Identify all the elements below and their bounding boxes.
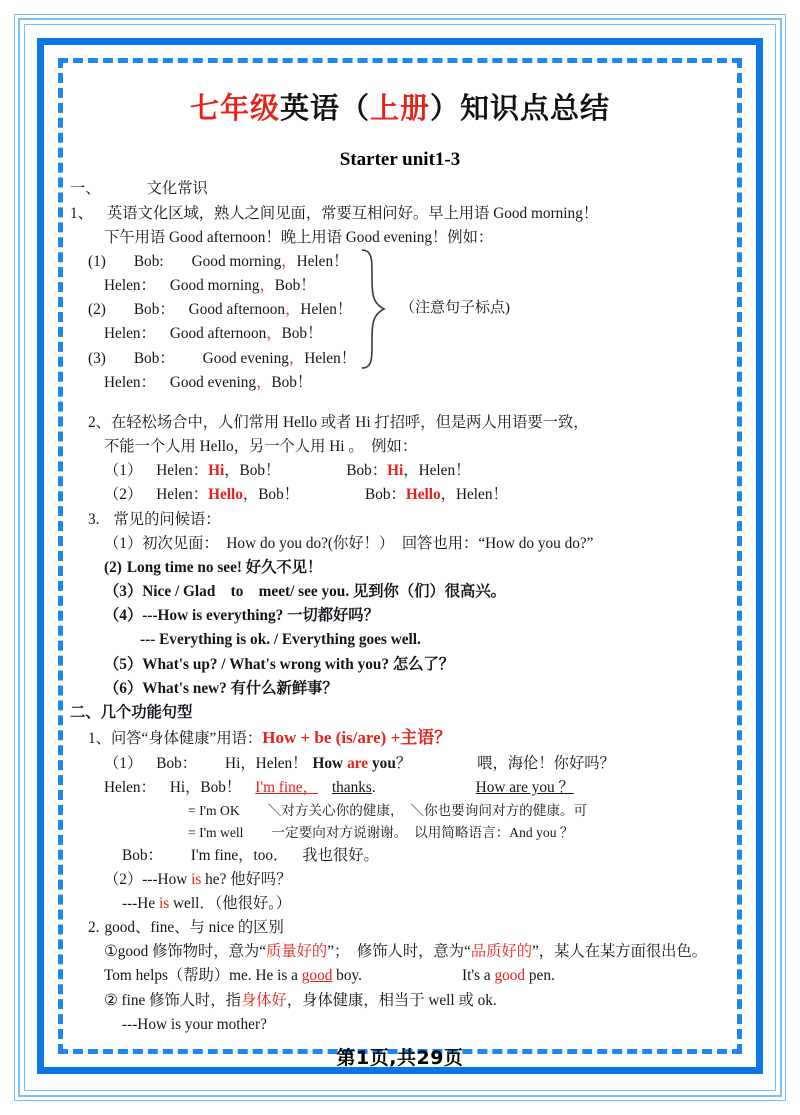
dialog-3-a <box>70 347 730 371</box>
dialog-1-a <box>70 250 730 274</box>
greeting-5-num: （5） <box>104 655 143 673</box>
greeting-3-num: （3） <box>104 583 143 601</box>
hairline-right-1 <box>785 14 786 1101</box>
section1-heading-num: 一、 <box>70 180 101 198</box>
brace-note: （注意句子标点) <box>400 299 510 316</box>
s2i2-l3-a: ② fine 修饰人时，指 <box>104 991 241 1009</box>
s2i2-l1-red1: 质量好的 <box>266 943 328 961</box>
s2i2-l1-red2: 品质好的 <box>470 943 533 961</box>
hairline-left-3 <box>24 24 25 1091</box>
section2-ex1-bob-q: ？ <box>395 754 412 772</box>
section2-ex1-helen-speaker: Helen： <box>104 778 156 796</box>
s2i2-l2-d: pen. <box>525 967 555 985</box>
greeting-1-num: （1） <box>104 534 143 552</box>
greeting-1-text: 初次见面： How do you do?(你好！） 回答也用：“How do you do?” <box>142 534 594 552</box>
section2-ex1-bob2-cn: 我也很好。 <box>302 846 379 864</box>
section2-ex1-bob-cn: 喂，海伦！你好吗？ <box>477 754 615 772</box>
section2-annotation-2 <box>70 822 730 844</box>
document-content <box>70 72 730 1069</box>
hairline-top-3 <box>24 24 776 25</box>
greeting-6 <box>70 677 730 701</box>
s2i2-l1-c: ”，某人在某方面很出色。 <box>532 943 708 961</box>
dialog-2-b <box>70 322 730 346</box>
s2i2-l3-b: ，身体健康，相当于 well 或 ok. <box>286 991 497 1009</box>
section2-item2-line2 <box>70 964 730 988</box>
section2-ex1-helen-greet: Hi，Bob！ <box>169 778 242 796</box>
title-part-volume: 上册 <box>370 91 431 125</box>
spacer-1 <box>70 395 730 411</box>
section1-item2-ex2 <box>70 483 730 507</box>
section1-item1-line2: 下午用语 Good afternoon！晚上用语 Good evening！例如： <box>104 228 494 246</box>
section2-item1-formula: How + be (is/are) +主语？ <box>262 728 452 748</box>
section2-ex2-l2-a: ---He <box>122 894 159 912</box>
dialog-1-a-tail: Helen！ <box>296 252 349 270</box>
section2-item1-label: 问答“身体健康”用语： <box>110 730 263 748</box>
section2-item2-line4: ---How is your mother? <box>122 1015 267 1033</box>
title-part-grade: 七年级 <box>189 91 280 125</box>
section2-item1 <box>70 725 730 752</box>
section2-ann1-eq: = I'm OK <box>188 803 240 819</box>
section2-ex1-bob <box>70 752 730 776</box>
section2-ex2-num: （2） <box>104 870 143 888</box>
hairline-bottom-1 <box>14 1100 786 1101</box>
greeting-4 <box>70 604 730 628</box>
dialog-1-num: (1) <box>88 252 106 270</box>
s2i2-l2-b: boy. <box>332 967 362 985</box>
section2-item2-num: 2. <box>88 919 100 937</box>
section2-ex1-helen-thanks: thanks <box>331 778 372 796</box>
section2-item2-title <box>70 916 730 940</box>
ex2-right-tail: ，Helen！ <box>440 486 508 504</box>
ex2-left-speaker: Helen： <box>156 486 209 504</box>
section2-ex2-is: is <box>191 870 202 888</box>
dialog-1-b-text: Good morning <box>169 277 260 295</box>
section2-ex1-bob2-text: I'm fine，too． <box>190 846 289 864</box>
hairline-bottom-2 <box>18 1095 782 1097</box>
ex2-right-hello: Hello <box>405 486 441 504</box>
ex2-num: （2） <box>104 486 143 504</box>
section2-ann1-text: ＼对方关心你的健康， ＼你也要询问对方的健康。可 <box>267 803 588 819</box>
ex1-left-speaker: Helen： <box>156 462 209 480</box>
dialog-2-a-comma: ， <box>285 301 301 319</box>
ex1-left-tail: ，Bob！ <box>224 462 281 480</box>
dialog-2-b-text: Good afternoon <box>169 325 267 343</box>
dialog-3-b-comma: ， <box>256 373 272 391</box>
title-part-subject: 英语 <box>279 91 340 125</box>
s2i2-l1-a: ①good 修饰物时，意为“ <box>104 943 266 961</box>
greeting-2-num: (2) <box>104 558 122 576</box>
hairline-right-3 <box>775 24 776 1091</box>
ex1-right-speaker: Bob： <box>346 462 388 480</box>
section1-item3-num: 3. <box>88 510 100 528</box>
section2-ex1-helen-dot: . <box>371 778 376 796</box>
dialog-3-num: (3) <box>88 349 106 367</box>
section1-item1-line1-text: 英语文化区域，熟人之间见面，常要互相问好。早上用语 Good morning！ <box>106 204 599 222</box>
section2-ex1-bob-you: you <box>372 754 396 772</box>
dialog-3-b <box>70 371 730 395</box>
page-title <box>70 92 730 125</box>
section2-ex1-num: （1） <box>104 754 143 772</box>
section2-ex2-l2-is: is <box>158 894 170 912</box>
title-part-summary: ）知识点总结 <box>430 91 611 125</box>
s2i2-l3-red: 身体好 <box>240 991 287 1009</box>
section2-ex1-bob2 <box>70 844 730 868</box>
ex1-num: （1） <box>104 462 143 480</box>
section2-ex1-bob-are: are <box>347 754 369 772</box>
greeting-4-num: （4） <box>104 607 143 625</box>
greeting-5-text: What's up? / What's wrong with you? 怎么了？ <box>142 655 455 673</box>
section1-item2-num: 2、 <box>88 413 111 431</box>
hairline-top-1 <box>14 14 786 15</box>
greeting-3-text: Nice / Glad to meet/ see you. 见到你（们）很高兴。 <box>142 583 506 601</box>
ex1-right-hi: Hi <box>387 462 404 480</box>
greeting-4-answer <box>70 628 730 652</box>
greeting-5 <box>70 653 730 677</box>
section2-ex2-line2 <box>70 892 730 916</box>
dialog-3-b-text: Good evening <box>169 373 257 391</box>
section2-ex2-a: ---How <box>142 870 192 888</box>
dialog-2-b-tail: Bob！ <box>281 325 323 343</box>
section2-ex1-helen <box>70 776 730 800</box>
ex1-right-tail: ，Helen！ <box>403 462 471 480</box>
section1-item3-title <box>70 508 730 532</box>
section2-ex2-l2-b: well．（他很好。） <box>169 894 292 912</box>
section1-item2-line1-text: 在轻松场合中，人们常用 Hello 或者 Hi 打招呼，但是两人用语要一致， <box>110 413 589 431</box>
section2-ex1-bob-speaker: Bob： <box>156 754 198 772</box>
greeting-2 <box>70 556 730 580</box>
dialog-2-a-text: Good afternoon <box>188 301 286 319</box>
greeting-6-text: What's new? 有什么新鲜事？ <box>142 679 338 697</box>
title-part-paren-open: （ <box>339 91 370 125</box>
section2-ex1-helen-howareyou: How are you ？ <box>475 778 574 796</box>
dialog-2-b-comma: ， <box>266 325 282 343</box>
section2-item1-num: 1、 <box>88 730 111 748</box>
ex2-left-hello: Hello <box>208 486 243 504</box>
section2-ex1-bob-greet: Hi，Helen！ <box>225 754 308 772</box>
greeting-1 <box>70 532 730 556</box>
s2i2-l2-good1: good <box>301 967 333 985</box>
ex1-left-hi: Hi <box>208 462 225 480</box>
page-footer: 第1页,共29页 <box>336 1046 464 1069</box>
section2-ex1-bob2-speaker: Bob： <box>122 846 163 864</box>
dialog-3-a-speaker: Bob： <box>133 349 175 367</box>
greeting-dialog-block <box>70 250 730 395</box>
s2i2-l2-c: It's a <box>461 967 495 985</box>
section1-item3-title-text: 常见的问候语： <box>113 510 221 528</box>
dialog-1-b-comma: ， <box>259 277 275 295</box>
section2-ex1-bob-how: How <box>312 754 344 772</box>
hairline-top-2 <box>18 18 782 20</box>
dialog-3-a-tail: Helen！ <box>304 349 357 367</box>
dialog-1-b-tail: Bob！ <box>274 277 316 295</box>
section2-item2-line3 <box>70 989 730 1013</box>
section2-item2-title-text: good、fine、与 nice 的区别 <box>104 919 284 937</box>
section2-ex1-helen-fine: I'm fine， <box>255 778 318 796</box>
dialog-3-b-tail: Bob！ <box>271 373 313 391</box>
dialog-2-a-tail: Helen！ <box>300 301 353 319</box>
dialog-1-a-text: Good morning <box>191 252 282 270</box>
dialog-1-a-speaker: Bob: <box>133 252 164 270</box>
dialog-1-a-comma: ， <box>281 252 297 270</box>
section2-heading: 二、几个功能句型 <box>70 703 193 721</box>
section2-ex2-b: he? 他好吗？ <box>201 870 292 888</box>
hairline-bottom-3 <box>24 1090 776 1091</box>
section2-ex2-line1 <box>70 868 730 892</box>
section1-item2-ex1 <box>70 459 730 483</box>
greeting-4-answer-text: --- Everything is ok. / Everything goes well. <box>140 631 421 649</box>
greeting-4-text: ---How is everything? 一切都好吗？ <box>142 607 379 625</box>
hairline-left-1 <box>14 14 15 1101</box>
section1-item1-line1 <box>70 202 730 226</box>
section2-ann2-text: 一定要向对方说谢谢。 以用简略语言：And you ？ <box>271 824 574 840</box>
greeting-3 <box>70 580 730 604</box>
dialog-2-b-speaker: Helen： <box>104 325 156 343</box>
s2i2-l2-a: Tom helps（帮助）me. He is a <box>104 967 302 985</box>
section1-item1-num: 1、 <box>70 204 93 222</box>
section2-annotation-1 <box>70 800 730 822</box>
section1-heading <box>70 177 730 201</box>
s2i2-l1-b: ”； 修饰人时，意为“ <box>327 943 471 961</box>
section1-heading-text: 文化常识 <box>146 180 208 198</box>
hairline-right-2 <box>780 18 782 1097</box>
dialog-2-a-speaker: Bob： <box>133 301 175 319</box>
ex2-right-speaker: Bob： <box>365 486 406 504</box>
dialog-1-b <box>70 274 730 298</box>
ex2-left-tail: ，Bob！ <box>242 486 300 504</box>
greeting-2-text: Long time no see! 好久不见！ <box>126 558 323 576</box>
subtitle: Starter unit1-3 <box>339 149 461 171</box>
s2i2-l2-good2: good <box>494 967 526 985</box>
greeting-6-num: （6） <box>104 679 143 697</box>
dialog-3-b-speaker: Helen： <box>104 373 156 391</box>
section1-item2-line2: 不能一个人用 Hello，另一个人用 Hi 。 例如： <box>104 438 418 456</box>
dialog-2-num: (2) <box>88 301 106 319</box>
dialog-3-a-comma: ， <box>288 349 305 367</box>
hairline-left-2 <box>18 18 20 1097</box>
dialog-1-b-speaker: Helen： <box>104 277 156 295</box>
dialog-3-a-text: Good evening <box>202 349 289 367</box>
section1-item2-line1 <box>70 411 730 435</box>
section2-ann2-eq: = I'm well <box>188 824 244 840</box>
section2-item2-line1 <box>70 940 730 964</box>
